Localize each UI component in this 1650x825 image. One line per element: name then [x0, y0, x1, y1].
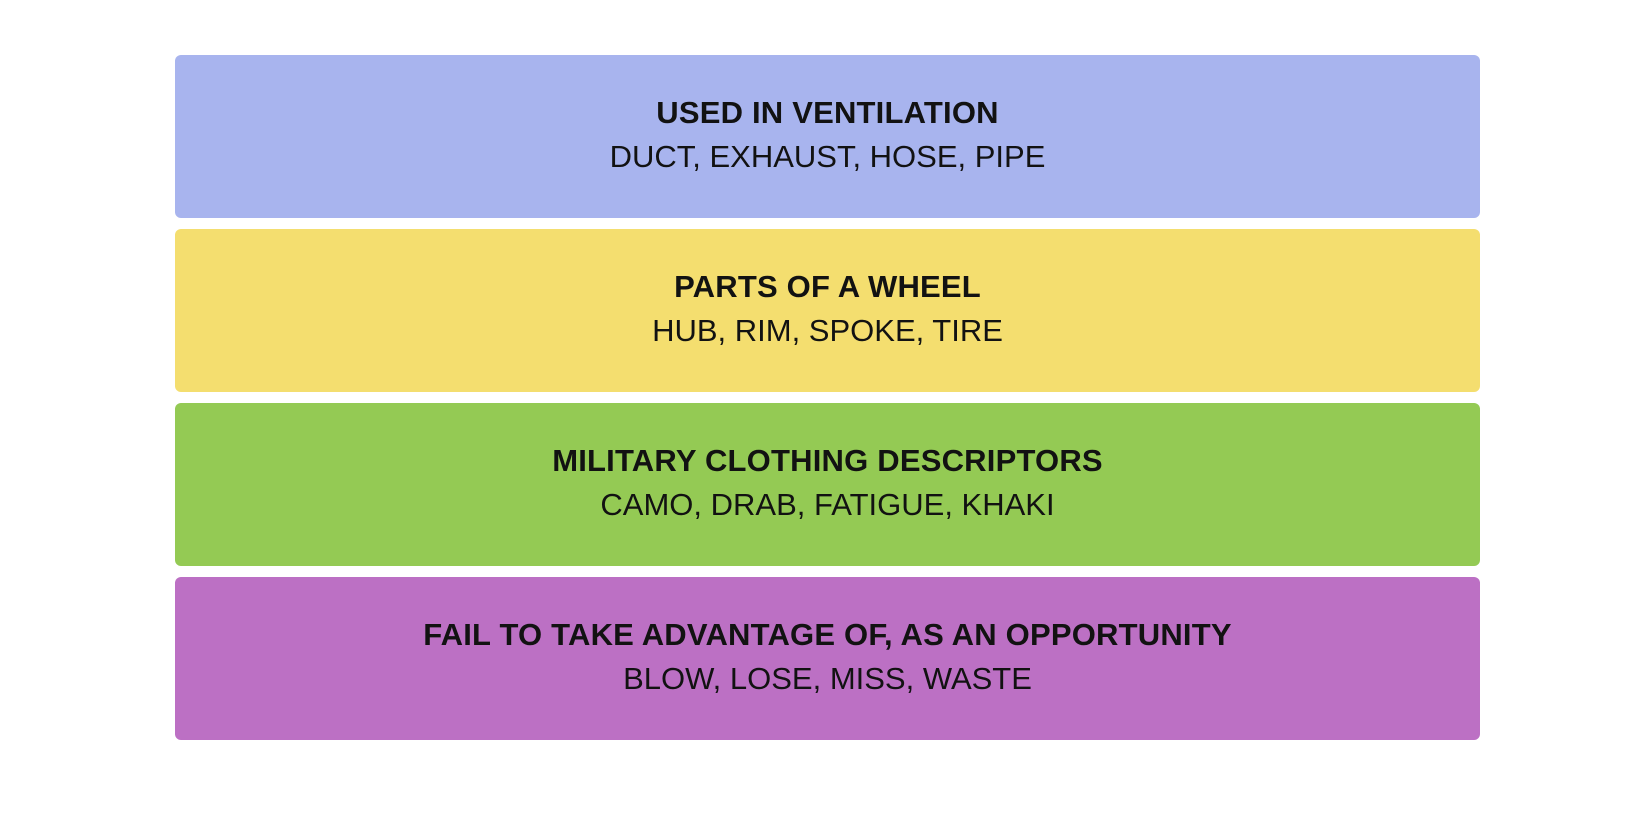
solved-group-row — [175, 403, 1480, 566]
group-title: MILITARY CLOTHING DESCRIPTORS — [552, 443, 1103, 479]
group-members: DUCT, EXHAUST, HOSE, PIPE — [609, 138, 1046, 174]
solved-groups-board — [175, 55, 1480, 740]
group-members: CAMO, DRAB, FATIGUE, KHAKI — [600, 486, 1055, 522]
solved-group-row — [175, 55, 1480, 218]
solved-group-row — [175, 577, 1480, 740]
group-title: FAIL TO TAKE ADVANTAGE OF, AS AN OPPORTUNITY — [423, 617, 1232, 653]
group-members: HUB, RIM, SPOKE, TIRE — [652, 312, 1003, 348]
group-members: BLOW, LOSE, MISS, WASTE — [623, 660, 1032, 696]
solved-group-row — [175, 229, 1480, 392]
group-title: USED IN VENTILATION — [656, 95, 999, 131]
group-title: PARTS OF A WHEEL — [674, 269, 981, 305]
